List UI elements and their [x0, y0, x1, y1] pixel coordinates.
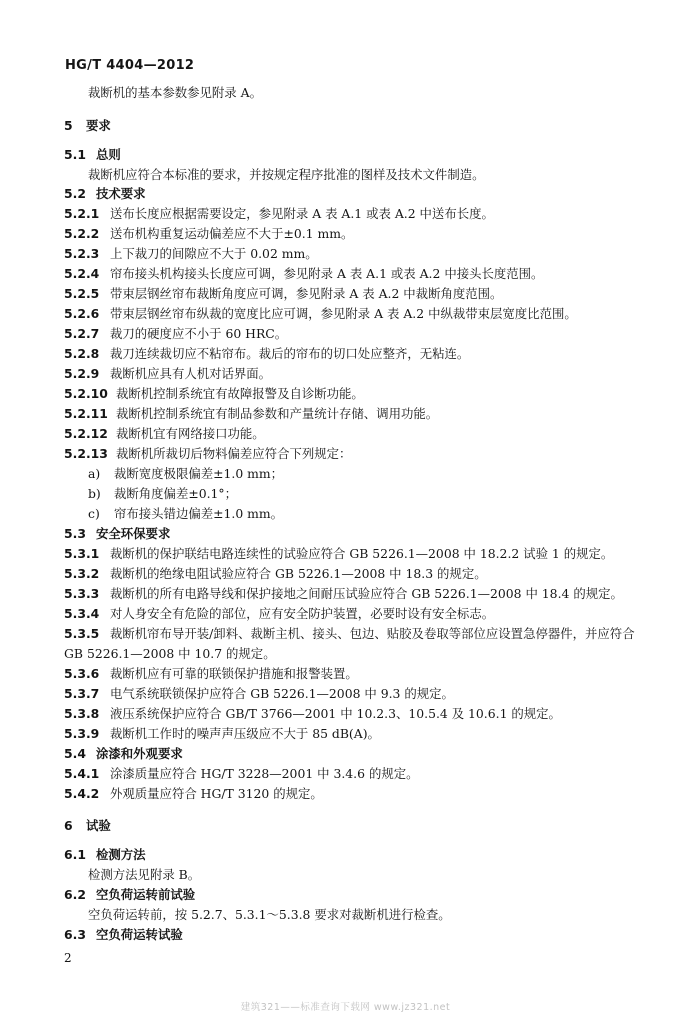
clause-text: 裁断机控制系统宜有制品参数和产量统计存储、调用功能。: [116, 406, 439, 421]
clause-text: 裁断机宜有网络接口功能。: [116, 426, 265, 441]
clause-heading-text: 安全环保要求: [96, 526, 171, 541]
clause-heading-text: 检测方法: [96, 847, 146, 862]
clause-heading-text: 总则: [96, 147, 121, 162]
standard-code: HG/T 4404—2012: [65, 58, 195, 73]
clause-heading-text: 空负荷运转试验: [96, 927, 183, 942]
clause-text: 电气系统联锁保护应符合 GB 5226.1—2008 中 9.3 的规定。: [110, 686, 454, 701]
clause-text: 液压系统保护应符合 GB/T 3766—2001 中 10.2.3、10.5.4 及 10.6.1 的规定。: [110, 706, 561, 721]
clause-text: 裁断机应有可靠的联锁保护措施和报警装置。: [110, 666, 358, 681]
clause-text: 带束层钢丝帘布裁断角度应可调，参见附录 A 表 A.2 中裁断角度范围。: [110, 286, 503, 301]
clause-heading-text: 涂漆和外观要求: [96, 746, 183, 761]
watermark: 建筑321——标准查询下载网 www.jz321.net: [240, 1002, 451, 1013]
clause-number: 5.4.2: [64, 786, 100, 801]
clause-text: 外观质量应符合 HG/T 3120 的规定。: [110, 786, 323, 801]
clause-text: 检测方法见附录 B。: [88, 867, 201, 882]
clause-number: 5.3.6: [64, 666, 100, 681]
clause-number: 5.2.10: [64, 386, 108, 401]
clause-text: 送布长度应根据需要设定，参见附录 A 表 A.1 或表 A.2 中送布长度。: [110, 206, 494, 221]
clause-text: 裁断机工作时的噪声声压级应不大于 85 dB(A)。: [110, 726, 380, 741]
clause-text: 送布机构重复运动偏差应不大于±0.1 mm。: [110, 226, 354, 241]
clause-number: 5.2.2: [64, 226, 100, 241]
clause-number: 6.3: [64, 927, 86, 942]
clause-number: 5.2.7: [64, 326, 100, 341]
clause-number: 5.2.4: [64, 266, 100, 281]
clause-heading-text: 要求: [86, 118, 111, 133]
clause-number: 6.1: [64, 847, 86, 862]
clause-heading-text: 空负荷运转前试验: [96, 887, 196, 902]
clause-text: GB 5226.1—2008 中 10.7 的规定。: [64, 646, 276, 661]
clause-number: a): [88, 466, 101, 481]
clause-text: 裁刀的硬度应不小于 60 HRC。: [110, 326, 288, 341]
clause-text: 裁断机所裁切后物料偏差应符合下列规定：: [116, 446, 352, 461]
clause-number: 5: [64, 118, 73, 133]
clause-number: 5.2.13: [64, 446, 108, 461]
clause-number: 5.2.8: [64, 346, 100, 361]
clause-number: 5.2.6: [64, 306, 100, 321]
clause-number: 6: [64, 818, 73, 833]
clause-text: 裁断机的保护联结电路连续性的试验应符合 GB 5226.1—2008 中 18.2.2 试验 1 的规定。: [110, 546, 614, 561]
clause-number: c): [88, 506, 100, 521]
clause-text: 裁断机的绝缘电阻试验应符合 GB 5226.1—2008 中 18.3 的规定。: [110, 566, 487, 581]
clause-text: 裁断机的基本参数参见附录 A。: [88, 85, 262, 100]
clause-text: 裁断角度偏差±0.1°；: [114, 486, 238, 501]
clause-number: 5.3.9: [64, 726, 100, 741]
clause-heading-text: 技术要求: [96, 186, 146, 201]
clause-number: 5.3.4: [64, 606, 100, 621]
clause-text: 涂漆质量应符合 HG/T 3228—2001 中 3.4.6 的规定。: [110, 766, 419, 781]
clause-text: 裁断机应符合本标准的要求，并按规定程序批准的图样及技术文件制造。: [88, 167, 485, 182]
clause-number: b): [88, 486, 101, 501]
clause-text: 帘布接头错边偏差±1.0 mm。: [114, 506, 284, 521]
clause-number: 5.2.3: [64, 246, 100, 261]
clause-number: 5.3: [64, 526, 86, 541]
clause-text: 裁断机帘布导开装/卸料、裁断主机、接头、包边、贴胶及卷取等部位应设置急停器件，并应符合: [110, 626, 635, 641]
clause-number: 5.3.1: [64, 546, 100, 561]
clause-text: 空负荷运转前，按 5.2.7、5.3.1～5.3.8 要求对裁断机进行检查。: [88, 907, 451, 922]
clause-text: 裁断机的所有电路导线和保护接地之间耐压试验应符合 GB 5226.1—2008 中 18.4 的规定。: [110, 586, 623, 601]
clause-number: 5.1: [64, 147, 86, 162]
clause-text: 对人身安全有危险的部位，应有安全防护装置，必要时设有安全标志。: [110, 606, 495, 621]
clause-number: 5.3.8: [64, 706, 100, 721]
clause-number: 5.3.5: [64, 626, 100, 641]
clause-number: 5.2.5: [64, 286, 100, 301]
clause-text: 带束层钢丝帘布纵裁的宽度比应可调，参见附录 A 表 A.2 中纵裁带束层宽度比范围。: [110, 306, 577, 321]
clause-number: 5.2.1: [64, 206, 100, 221]
clause-number: 5.4: [64, 746, 86, 761]
page-number: 2: [64, 951, 72, 965]
clause-number: 5.2.11: [64, 406, 108, 421]
clause-number: 6.2: [64, 887, 86, 902]
clause-heading-text: 试验: [86, 818, 111, 833]
clause-text: 帘布接头机构接头长度应可调，参见附录 A 表 A.1 或表 A.2 中接头长度范围。: [110, 266, 544, 281]
clause-number: 5.3.3: [64, 586, 100, 601]
clause-text: 裁刀连续裁切应不粘帘布。裁后的帘布的切口处应整齐，无粘连。: [110, 346, 470, 361]
clause-text: 裁断机控制系统宜有故障报警及自诊断功能。: [116, 386, 364, 401]
clause-text: 裁断宽度极限偏差±1.0 mm；: [114, 466, 284, 481]
clause-text: 裁断机应具有人机对话界面。: [110, 366, 272, 381]
clause-number: 5.2.9: [64, 366, 100, 381]
clause-number: 5.2.12: [64, 426, 108, 441]
clause-number: 5.4.1: [64, 766, 100, 781]
clause-number: 5.3.7: [64, 686, 100, 701]
clause-text: 上下裁刀的间隙应不大于 0.02 mm。: [110, 246, 318, 261]
clause-number: 5.3.2: [64, 566, 100, 581]
clause-number: 5.2: [64, 186, 86, 201]
